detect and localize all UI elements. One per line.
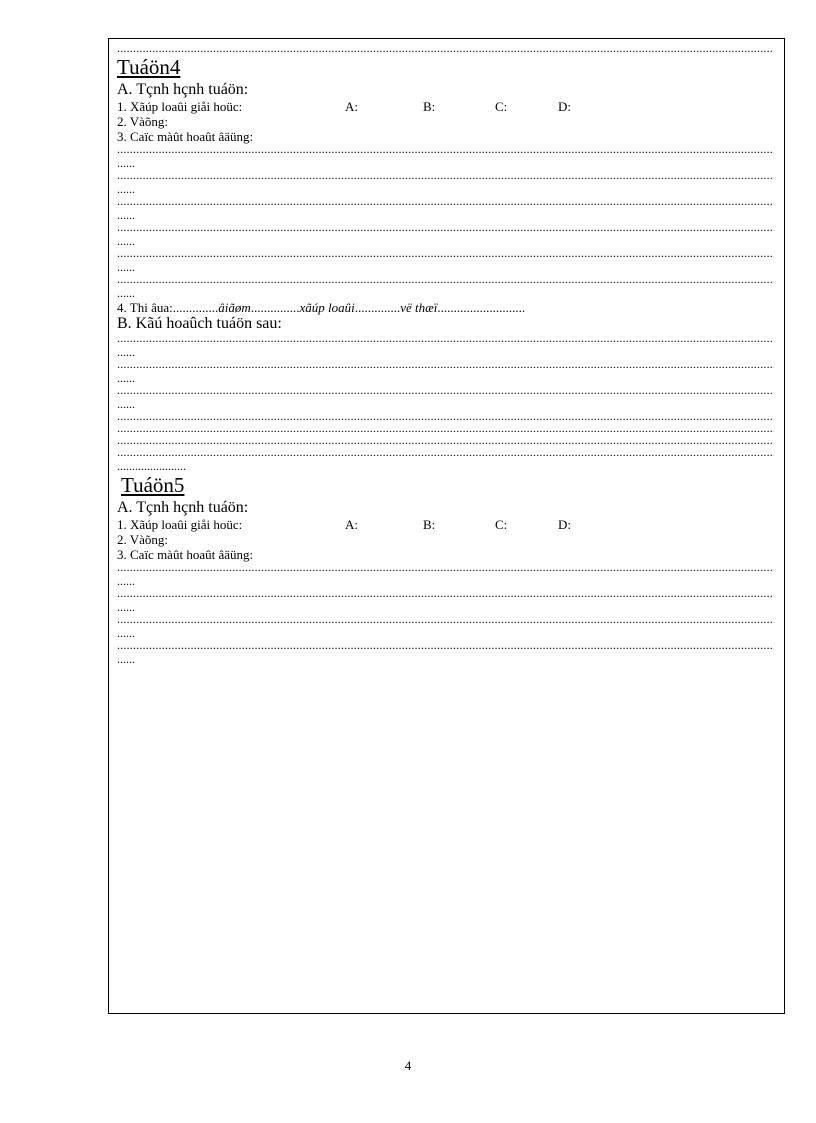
dotted-line	[117, 222, 774, 234]
dotted-line	[117, 43, 774, 55]
dotted-line	[117, 626, 774, 640]
dotted-line	[117, 652, 774, 666]
week-4-title: Tuáön4	[117, 55, 181, 79]
rank-c: C:	[495, 99, 508, 114]
rank-b: B:	[423, 99, 436, 114]
dotted-line	[117, 447, 774, 459]
dotted-line	[117, 260, 774, 274]
dotted-line	[117, 144, 774, 156]
week-4-absence: 2. Vàõng:	[117, 114, 169, 129]
dotted-line	[117, 345, 774, 359]
dotted-line	[117, 397, 774, 411]
rank-a: A:	[345, 517, 358, 532]
dotted-line	[117, 359, 774, 371]
rank-label: 1. Xãúp loaûi giåi hoüc:	[117, 517, 243, 532]
week-4-activities: 3. Caïc màût hoaût âäüng:	[117, 129, 254, 144]
week-4-emulation: 4. Thi âua:..............âiãøm...............xãúp loaûi..............vë thæï...........................	[117, 300, 526, 315]
week-5-section-a: A. Tçnh hçnh tuáön:	[117, 499, 249, 516]
rank-label: 1. Xãúp loaûi giåi hoüc:	[117, 99, 243, 114]
dotted-line	[117, 423, 774, 435]
week-4-section-a: A. Tçnh hçnh tuáön:	[117, 81, 249, 98]
dotted-line	[117, 248, 774, 260]
dotted-line	[117, 588, 774, 600]
dotted-line	[117, 459, 774, 473]
week-5-title: Tuáön5	[121, 473, 185, 497]
emulation-rank: xãúp loaûi	[299, 300, 355, 315]
week-5-activities: 3. Caïc màût hoaût âäüng:	[117, 547, 254, 562]
dotted-line	[117, 170, 774, 182]
dotted-line	[117, 385, 774, 397]
dotted-line	[117, 208, 774, 222]
dotted-line	[117, 182, 774, 196]
dotted-line	[117, 562, 774, 574]
dotted-line	[117, 411, 774, 423]
rank-b: B:	[423, 517, 436, 532]
emulation-place: vë thæï	[400, 300, 438, 315]
dotted-line	[117, 274, 774, 286]
dotted-line	[117, 614, 774, 626]
report-content	[117, 43, 774, 666]
dotted-line	[117, 196, 774, 208]
page-number: 4	[404, 1058, 412, 1073]
dotted-line	[117, 640, 774, 652]
rank-c: C:	[495, 517, 508, 532]
dotted-line	[117, 371, 774, 385]
week-5-absence: 2. Vàõng:	[117, 532, 169, 547]
dotted-line	[117, 600, 774, 614]
rank-d: D:	[558, 517, 571, 532]
dotted-line	[117, 574, 774, 588]
emulation-label: 4. Thi âua:	[117, 300, 173, 315]
emulation-points: âiãøm	[218, 300, 251, 315]
rank-a: A:	[345, 99, 358, 114]
week-5-rank-row	[117, 517, 774, 532]
dotted-line	[117, 156, 774, 170]
dotted-line	[117, 234, 774, 248]
week-4-rank-row	[117, 99, 774, 114]
dotted-line	[117, 435, 774, 447]
dotted-line	[117, 333, 774, 345]
rank-d: D:	[558, 99, 571, 114]
week-4-section-b: B. Kãú hoaûch tuáön sau:	[117, 315, 282, 332]
dotted-line	[117, 286, 774, 300]
report-frame	[108, 38, 785, 1014]
